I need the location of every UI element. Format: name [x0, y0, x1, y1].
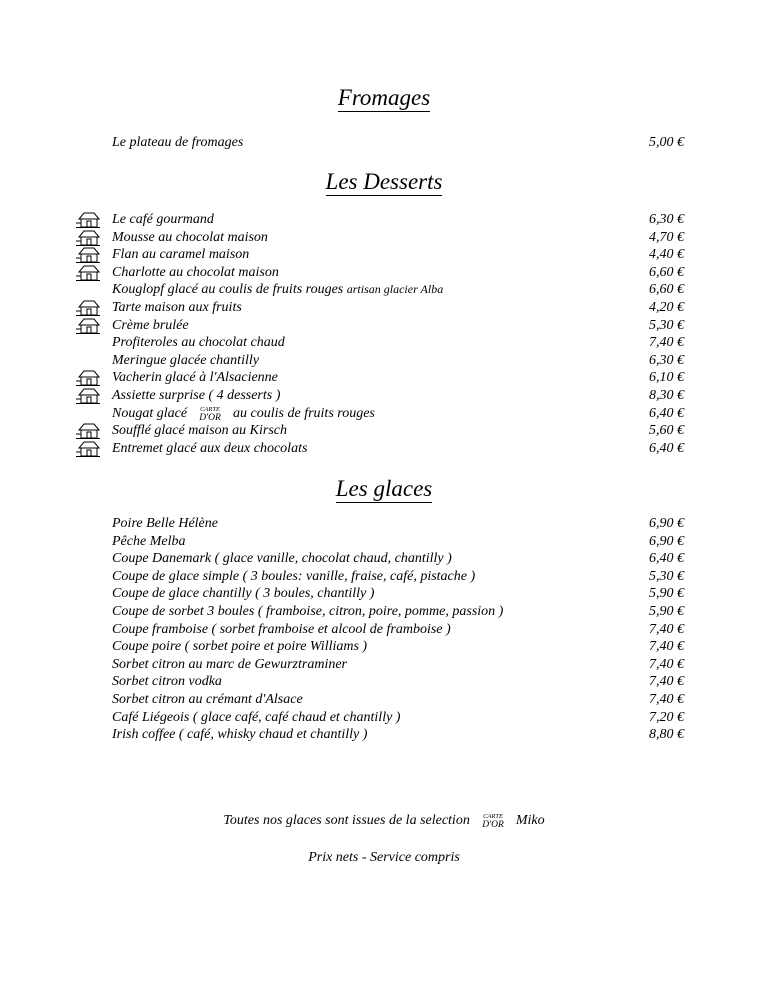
menu-item: [0, 281, 768, 299]
menu-item-label: [112, 334, 285, 352]
menu-item-label: [112, 264, 279, 282]
house-icon: [76, 388, 100, 404]
house-icon: [76, 247, 100, 263]
menu-item-label: [112, 405, 375, 423]
menu-item-price: 6,60 €: [649, 264, 684, 280]
menu-item-price: 5,00 €: [649, 135, 684, 150]
menu-item-name: Le café gourmand: [112, 212, 214, 227]
selection-brand-text: Miko: [515, 813, 545, 828]
menu-item: [0, 550, 768, 568]
menu-item-name: Sorbet citron au marc de Gewurztraminer: [112, 656, 347, 672]
house-icon: [76, 318, 100, 334]
menu-item-label: [112, 422, 287, 440]
menu-item-label: [112, 515, 218, 533]
menu-item: [0, 585, 768, 603]
menu-item-label: [112, 550, 452, 568]
menu-item: [0, 533, 768, 551]
menu-item-price: 7,20 €: [649, 709, 684, 725]
menu-item-name: Flan au caramel maison: [112, 247, 250, 263]
menu-item: [0, 638, 768, 656]
svg-text:D'OR: D'OR: [199, 412, 221, 422]
menu-item-label: [112, 211, 214, 229]
menu-item-price: 5,90 €: [649, 586, 684, 602]
menu-item-label: [112, 369, 278, 387]
menu-item-price: 8,30 €: [649, 387, 684, 403]
house-icon: [76, 423, 100, 439]
menu-item-label: [112, 246, 249, 264]
house-icon: [76, 230, 100, 246]
menu-item-name: Irish coffee ( café, whisky chaud et chantilly ): [112, 727, 368, 743]
menu-item: [0, 299, 768, 317]
house-icon: [76, 265, 100, 281]
menu-item-label: [112, 299, 242, 317]
menu-item-price: 7,40 €: [649, 691, 684, 707]
menu-item-label: [112, 352, 259, 370]
menu-item-name: Crème brulée: [112, 317, 189, 333]
svg-text:CARTE: CARTE: [200, 405, 220, 413]
menu-item: [0, 440, 768, 458]
menu-item-price: 6,90 €: [649, 533, 684, 549]
menu-item-label: [112, 440, 307, 458]
menu-item: [0, 334, 768, 352]
desserts-list: [0, 211, 768, 457]
menu-item-price: 4,20 €: [649, 299, 684, 315]
menu-item-price: 7,40 €: [649, 656, 684, 672]
menu-item-name: Coupe poire ( sorbet poire et poire Williams ): [112, 639, 368, 655]
menu-item-label: [112, 281, 443, 299]
menu-item-name: Nougat glacé: [112, 405, 188, 421]
menu-item-name: Le plateau de fromages: [112, 135, 244, 150]
menu-item-label: [112, 134, 243, 152]
menu-item-label: [112, 726, 367, 744]
menu-item: [0, 422, 768, 440]
menu-item-price: 7,40 €: [649, 335, 684, 351]
service-note-text: Prix nets - Service compris: [308, 850, 460, 865]
menu-item: [0, 726, 768, 744]
menu-item: [0, 264, 768, 282]
menu-item-price: 5,60 €: [649, 423, 684, 439]
menu-item-name: Poire Belle Hélène: [112, 516, 218, 531]
menu-item-label: [112, 603, 503, 621]
fromages-title-text: Fromages: [337, 85, 431, 110]
menu-item-label: [112, 638, 367, 656]
menu-item-price: 6,40 €: [649, 551, 684, 567]
section-title-glaces: [0, 475, 768, 503]
menu-item-name: Coupe de glace chantilly ( 3 boules, chantilly ): [112, 586, 375, 602]
house-icon: [76, 370, 100, 386]
menu-item-label: [112, 691, 303, 709]
menu-item-price: 4,40 €: [649, 247, 684, 263]
house-icon: [76, 300, 100, 316]
menu-item: [0, 387, 768, 405]
menu-item-name: Sorbet citron au crémant d'Alsace: [112, 691, 303, 707]
menu-item-name: Soufflé glacé maison au Kirsch: [112, 423, 287, 439]
menu-item-label: [112, 656, 347, 674]
menu-item: [0, 603, 768, 621]
menu-item: [0, 405, 768, 423]
menu-item: [0, 134, 768, 152]
menu-item-label: [112, 568, 475, 586]
house-icon: [76, 212, 100, 228]
glaces-list: [0, 515, 768, 744]
menu-item-price: 5,30 €: [649, 568, 684, 584]
menu-item-price: 6,40 €: [649, 405, 684, 421]
menu-item: [0, 352, 768, 370]
menu-item-name: Profiteroles au chocolat chaud: [112, 335, 285, 351]
menu-item-name: Charlotte au chocolat maison: [112, 264, 279, 280]
menu-item-price: 7,40 €: [649, 621, 684, 637]
glaces-title-text: Les glaces: [335, 476, 433, 501]
carte-dor-logo: [193, 404, 227, 422]
menu-item-name: Coupe framboise ( sorbet framboise et alcool de framboise ): [112, 621, 451, 637]
section-title-desserts: [0, 168, 768, 196]
menu-item-label: [112, 585, 374, 603]
menu-item-price: 8,80 €: [649, 727, 684, 743]
section-title-fromages: [0, 84, 768, 112]
menu-item-label: [112, 673, 222, 691]
menu-item: [0, 369, 768, 387]
menu-item-price: 6,30 €: [649, 212, 684, 227]
menu-item-price: 4,70 €: [649, 229, 684, 245]
menu-item: [0, 246, 768, 264]
menu-item-name: Entremet glacé aux deux chocolats: [112, 440, 308, 456]
menu-item-name: Coupe de sorbet 3 boules ( framboise, citron, poire, pomme, passion ): [112, 603, 504, 619]
menu-item-name: Coupe de glace simple ( 3 boules: vanille, fraise, café, pistache ): [112, 568, 476, 584]
menu-item-name: Assiette surprise ( 4 desserts ): [112, 387, 281, 403]
menu-item-price: 5,30 €: [649, 317, 684, 333]
menu-item: [0, 691, 768, 709]
menu-item-name: Tarte maison aux fruits: [112, 299, 242, 315]
menu-item-name: Café Liégeois ( glace café, café chaud et chantilly ): [112, 709, 401, 725]
menu-item-price: 6,40 €: [649, 440, 684, 456]
menu-item-note: artisan glacier Alba: [346, 282, 444, 297]
svg-text:CARTE: CARTE: [482, 812, 503, 820]
fromages-list: [0, 134, 768, 152]
svg-text:D'OR: D'OR: [482, 819, 504, 829]
desserts-title-text: Les Desserts: [325, 169, 443, 194]
menu-item: [0, 317, 768, 335]
menu-item: [0, 568, 768, 586]
menu-item-price: 6,90 €: [649, 516, 684, 531]
menu-item-price: 5,90 €: [649, 603, 684, 619]
menu-item: [0, 656, 768, 674]
menu-item-label: [112, 387, 280, 405]
menu-item: [0, 229, 768, 247]
menu-item-price: 6,60 €: [649, 282, 684, 298]
menu-item-price: 7,40 €: [649, 674, 684, 690]
menu-item-label: [112, 533, 185, 551]
menu-item-price: 7,40 €: [649, 639, 684, 655]
service-note: [0, 848, 768, 868]
selection-note: [0, 811, 768, 831]
menu-item-name: Coupe Danemark ( glace vanille, chocolat chaud, chantilly ): [112, 551, 452, 567]
menu-item-price: 6,30 €: [649, 352, 684, 368]
house-icon: [76, 441, 100, 457]
menu-item-label: [112, 229, 268, 247]
menu-item-label: [112, 709, 400, 727]
menu-item-name: Sorbet citron vodka: [112, 674, 222, 690]
menu-item-label: [112, 621, 451, 639]
menu-item: [0, 709, 768, 727]
menu-item-name: Kouglopf glacé au coulis de fruits rouges: [112, 282, 344, 298]
menu-item: [0, 673, 768, 691]
menu-item-name: Vacherin glacé à l'Alsacienne: [112, 370, 278, 386]
menu-item-name-continued: au coulis de fruits rouges: [233, 405, 375, 421]
carte-dor-logo: [476, 811, 510, 829]
menu-item: [0, 515, 768, 533]
menu-item-label: [112, 317, 189, 335]
selection-note-text: Toutes nos glaces sont issues de la selection: [223, 813, 470, 828]
menu-item-name: Meringue glacée chantilly: [112, 352, 259, 368]
menu-item-name: Mousse au chocolat maison: [112, 229, 268, 245]
menu-item: [0, 211, 768, 229]
menu-item: [0, 621, 768, 639]
menu-item-name: Pêche Melba: [112, 533, 186, 549]
menu-item-price: 6,10 €: [649, 370, 684, 386]
